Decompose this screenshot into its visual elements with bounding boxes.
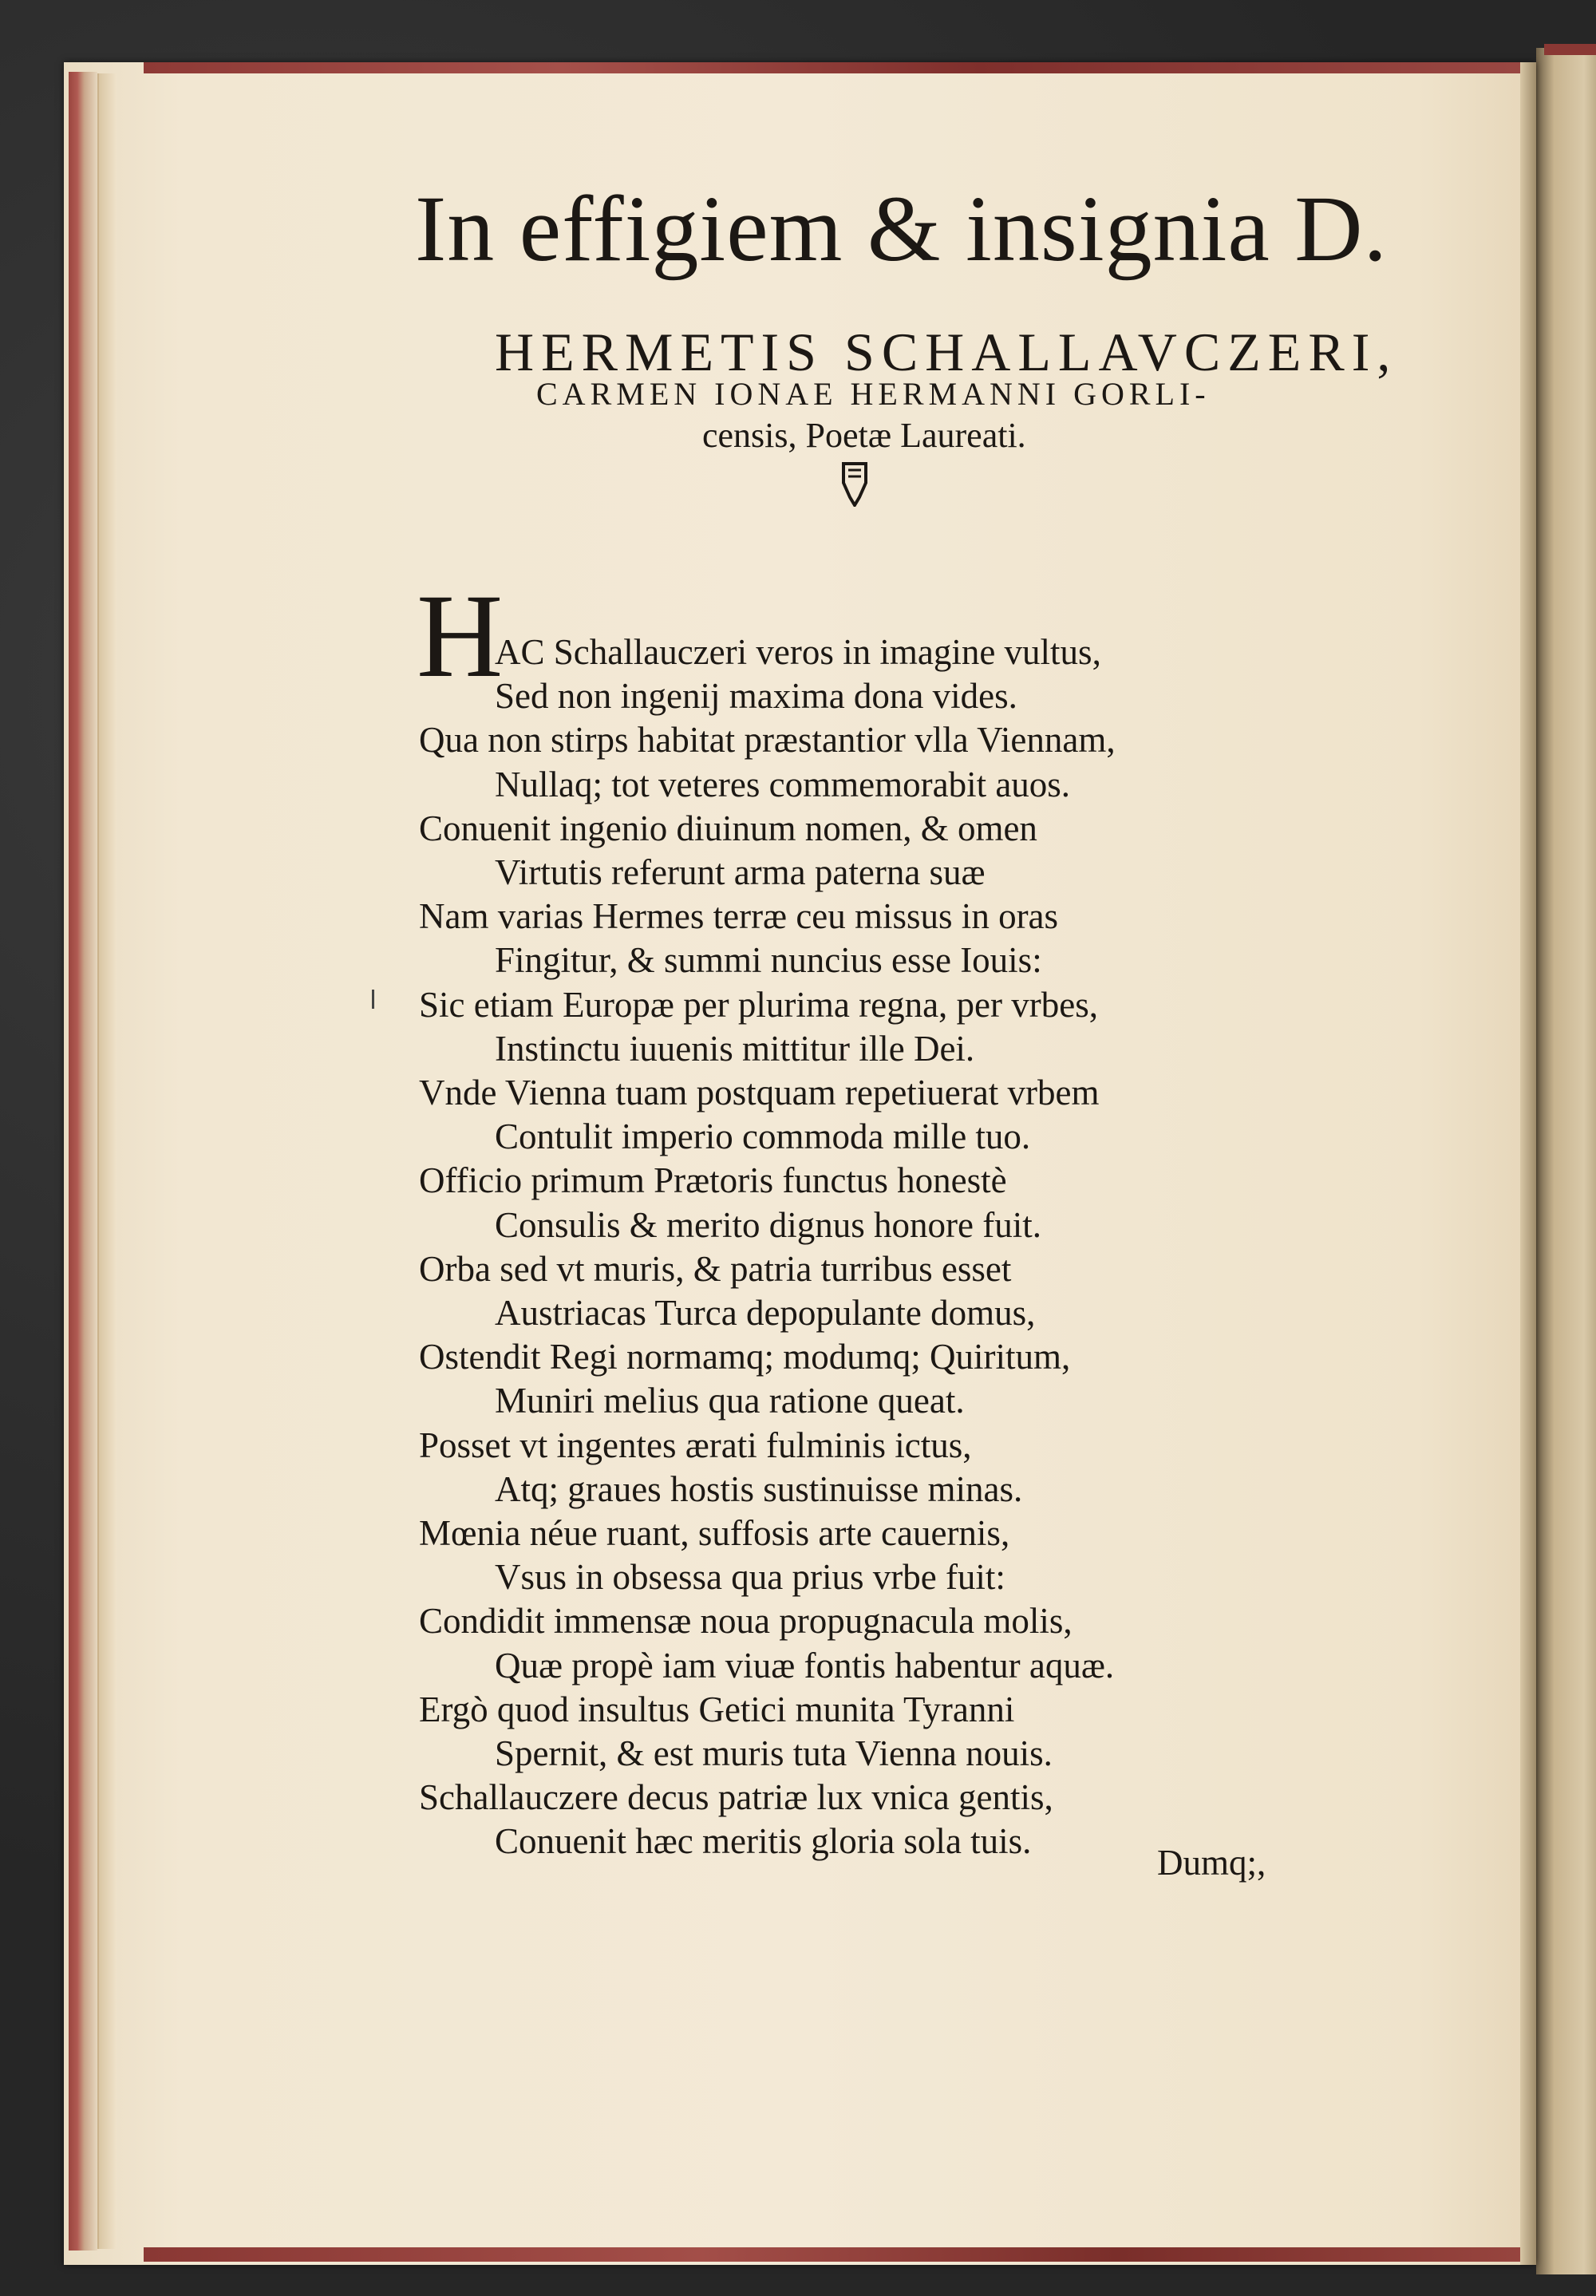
verse-line: Austriacas Turca depopulante domus, — [495, 1293, 1036, 1333]
verse-line: Muniri melius qua ratione queat. — [495, 1381, 965, 1421]
verse-line: Conuenit hæc meritis gloria sola tuis. — [495, 1821, 1032, 1861]
margin-mark — [372, 990, 374, 1009]
verse-line: AC Schallauczeri veros in imagine vultus, — [495, 632, 1101, 672]
verse-line: Fingitur, & summi nuncius esse Iouis: — [495, 940, 1042, 980]
drop-cap-initial: H — [417, 570, 504, 702]
verse-line: Ergò quod insultus Getici munita Tyranni — [419, 1689, 1015, 1729]
verse-line: Qua non stirps habitat præstantior vlla Viennam, — [419, 720, 1116, 760]
verse-line: Atq; graues hostis sustinuisse minas. — [495, 1469, 1023, 1509]
verse-line: Schallauczere decus patriæ lux vnica gentis, — [419, 1777, 1053, 1817]
title-line-3: CARMEN IONAE HERMANNI GORLI- — [536, 376, 1211, 412]
verse-line: Sed non ingenij maxima dona vides. — [495, 676, 1017, 716]
title-line-4: censis, Poetæ Laureati. — [702, 416, 1026, 455]
verse-line: Orba sed vt muris, & patria turribus esset — [419, 1249, 1012, 1289]
verse-line: Vnde Vienna tuam postquam repetiuerat vrbem — [419, 1073, 1100, 1112]
verse-line: Nam varias Hermes terræ ceu missus in oras — [419, 896, 1059, 936]
verse-line: Ostendit Regi normamq; modumq; Quiritum, — [419, 1337, 1071, 1377]
verse-line: Posset vt ingentes ærati fulminis ictus, — [419, 1425, 972, 1465]
verse-line: Quæ propè iam viuæ fontis habentur aquæ. — [495, 1646, 1115, 1685]
hand-ornament-icon — [834, 459, 874, 507]
title-line-1: In effigiem & insignia D. — [415, 176, 1389, 281]
verse-line: Vsus in obsessa qua prius vrbe fuit: — [495, 1557, 1005, 1597]
title-line-2: HERMETIS SCHALLAVCZERI, — [495, 322, 1398, 382]
verse-line: Spernit, & est muris tuta Vienna nouis. — [495, 1733, 1053, 1773]
verse-line: Virtutis referunt arma paterna suæ — [495, 852, 986, 892]
catchword: Dumq;, — [1157, 1843, 1266, 1883]
verse-line: Nullaq; tot veteres commemorabit auos. — [495, 765, 1071, 804]
verse-line: Contulit imperio commoda mille tuo. — [495, 1116, 1031, 1156]
verse-line: Instinctu iuuenis mittitur ille Dei. — [495, 1029, 975, 1069]
verse-line: Officio primum Prætoris functus honestè — [419, 1160, 1007, 1200]
verse-line: Mœnia néue ruant, suffosis arte cauernis, — [419, 1513, 1010, 1553]
verse-line: Consulis & merito dignus honore fuit. — [495, 1205, 1041, 1245]
verse-line: Condidit immensæ noua propugnacula molis, — [419, 1601, 1073, 1641]
verse-line: Conuenit ingenio diuinum nomen, & omen — [419, 808, 1037, 848]
verse-line: Sic etiam Europæ per plurima regna, per vrbes, — [419, 985, 1098, 1025]
